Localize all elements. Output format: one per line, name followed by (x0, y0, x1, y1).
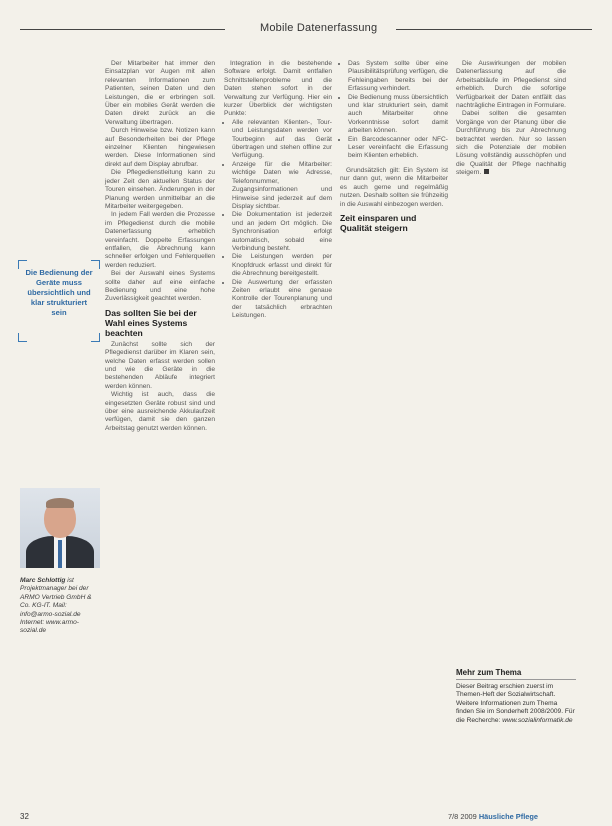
issue-label: 7/8 2009 (448, 812, 477, 821)
infobox-heading: Mehr zum Thema (456, 668, 522, 677)
list-item: • Anzeige für die Mitarbeiter: wichtige Daten wie Adresse, Telefonnummer, Zugangsinformationen und Hinweise sind jederzeit auf dem Display sichtbar. (232, 161, 332, 211)
paragraph: Wichtig ist auch, dass die eingesetzten Geräte robust sind und über eine ausreichende Akkulaufzeit verfügen, damit sie den ganzen Arbeitstag genutzt werden können. (105, 391, 215, 432)
pull-quote-text: Die Bedienung der Geräte muss übersichtlich und klar strukturiert sein (25, 268, 93, 317)
list-item: • Die Auswertung der erfassten Zeiten erlaubt eine genaue Kontrolle der Tourenplanung und der tatsächlich erbrachten Leistungen. (232, 279, 332, 321)
paragraph-text: Dabei sollten die gesamten Vorgänge von der Planung über die Durchführung bis zur Abrechnung betrachtet werden. Nur so lassen sich die Potenziale der mobilen Lösung vollständig ausschöpfen und die Qualität der Pflege nachhaltig steigern. (456, 110, 566, 177)
header-rule-left (20, 29, 225, 30)
list-item: • Die Dokumentation ist jederzeit und an jedem Ort möglich. Die Synchronisation erfolgt automatisch, sobald eine Verbindung besteht. (232, 211, 332, 253)
paragraph: Integration in die bestehende Software erfolgt. Damit entfallen Schnittstellenprobleme und die Daten stehen sofort in der Verwaltung zur Verfügung. Hier ein kurzer Überblick der wichtigsten Punkte: (224, 60, 332, 118)
list-item: • Ein Barcodescanner oder NFC-Leser vereinfacht die Erfassung beim Klienten erheblich. (348, 136, 448, 161)
paragraph: Die Auswirkungen der mobilen Datenerfassung auf die Arbeitsabläufe im Pflegedienst sind erheblich. Durch die sofortige Verfügbarkeit der Daten entfällt das nachträgliche Eintragen in Formulare. (456, 60, 566, 110)
footer-issue (448, 812, 538, 821)
paragraph (456, 110, 566, 177)
pull-quote (18, 260, 100, 342)
page-number: 32 (20, 812, 29, 821)
author-caption (20, 577, 100, 636)
bracket-corner (91, 333, 100, 342)
paragraph: Durch Hinweise bzw. Notizen kann auf Besonderheiten bei der Pflege einzelner Klienten hingewiesen werden. Diese Informationen sind direkt auf dem Display abrufbar. (105, 127, 215, 168)
list-item: • Das System sollte über eine Plausibilitätsprüfung verfügen, die Fehleingaben bereits bei der Erfassung verhindert. (348, 60, 448, 94)
author-name: Marc Schlottig (20, 577, 66, 584)
end-mark-icon (484, 169, 489, 174)
infobox (456, 683, 576, 725)
paragraph: Zunächst sollte sich der Pflegedienst darüber im Klaren sein, welche Daten erfasst werden sollen und wie die Geräte in die bestehenden Abläufe integriert werden können. (105, 340, 215, 390)
paragraph: In jedem Fall werden die Prozesse im Pflegedienst durch die mobile Datenerfassung erheblich vereinfacht. Doppelte Erfassungen entfallen, die Abrechnung kann schneller erfolgen und Fehlerquellen werden reduziert. (105, 211, 215, 269)
author-bio: ist Projektmanager bei der ARMO Vertrieb GmbH & Co. KG-IT. Mail: info@armo-sozial.de Internet: www.armo-sozial.de (20, 577, 92, 635)
infobox-rule (456, 679, 576, 680)
paragraph: Grundsätzlich gilt: Ein System ist nur dann gut, wenn die Mitarbeiter es auch gerne und regelmäßig nutzen. Deshalb sollten sie frühzeitig in die Auswahl einbezogen werden. (340, 166, 448, 208)
list-item: • Die Leistungen werden per Knopfdruck erfasst und direkt für die Abrechnung bereitgestellt. (232, 253, 332, 278)
paragraph: Der Mitarbeiter hat immer den Einsatzplan vor Augen mit allen relevanten Informationen zum Patienten, seinen Daten und den Leistungen, die er erbringen soll. Über ein mobiles Gerät werden die Daten direkt zurück an die Verwaltung übertragen. (105, 60, 215, 126)
paragraph: Bei der Auswahl eines Systems sollte daher auf eine einfache Bedienung und eine hohe Zuverlässigkeit geachtet werden. (105, 270, 215, 303)
section-title: Mobile Datenerfassung (260, 22, 378, 34)
list-item: • Die Bedienung muss übersichtlich und klar strukturiert sein, damit auch Mitarbeiter ohne Vorkenntnisse sofort damit arbeiten können. (348, 94, 448, 136)
author-photo (20, 488, 100, 568)
infobox-text: Dieser Beitrag erschien zuerst im Themen-Heft der Sozialwirtschaft. Weitere Informationen zum Thema finden Sie im Sonderheft 2008/2009. Für die Recherche: (456, 683, 575, 724)
text-column-4 (340, 60, 448, 236)
magazine-name: Häusliche Pflege (478, 812, 538, 821)
text-column-3 (224, 60, 332, 321)
subheading: Das sollten Sie bei der Wahl eines Systems beachten (105, 307, 197, 338)
running-header (20, 22, 592, 36)
subheading: Zeit einsparen und Qualität steigern (340, 212, 417, 233)
paragraph: Die Pflegedienstleitung kann zu jeder Zeit den aktuellen Status der Touren einsehen. Änderungen in der Planung werden unmittelbar an die Mitarbeiter weitergegeben. (105, 169, 215, 210)
bullet-list (340, 60, 448, 161)
text-column-2 (105, 60, 215, 433)
infobox-link[interactable]: www.sozialinformatik.de (502, 716, 573, 724)
text-column-5 (456, 60, 566, 178)
list-item: • Alle relevanten Klienten-, Tour- und Leistungsdaten werden vor Tourbeginn auf das Gerät übertragen und stehen offline zur Verfügung. (232, 119, 332, 161)
bullet-list (224, 119, 332, 321)
header-rule-right (396, 29, 592, 30)
bracket-corner (18, 333, 27, 342)
